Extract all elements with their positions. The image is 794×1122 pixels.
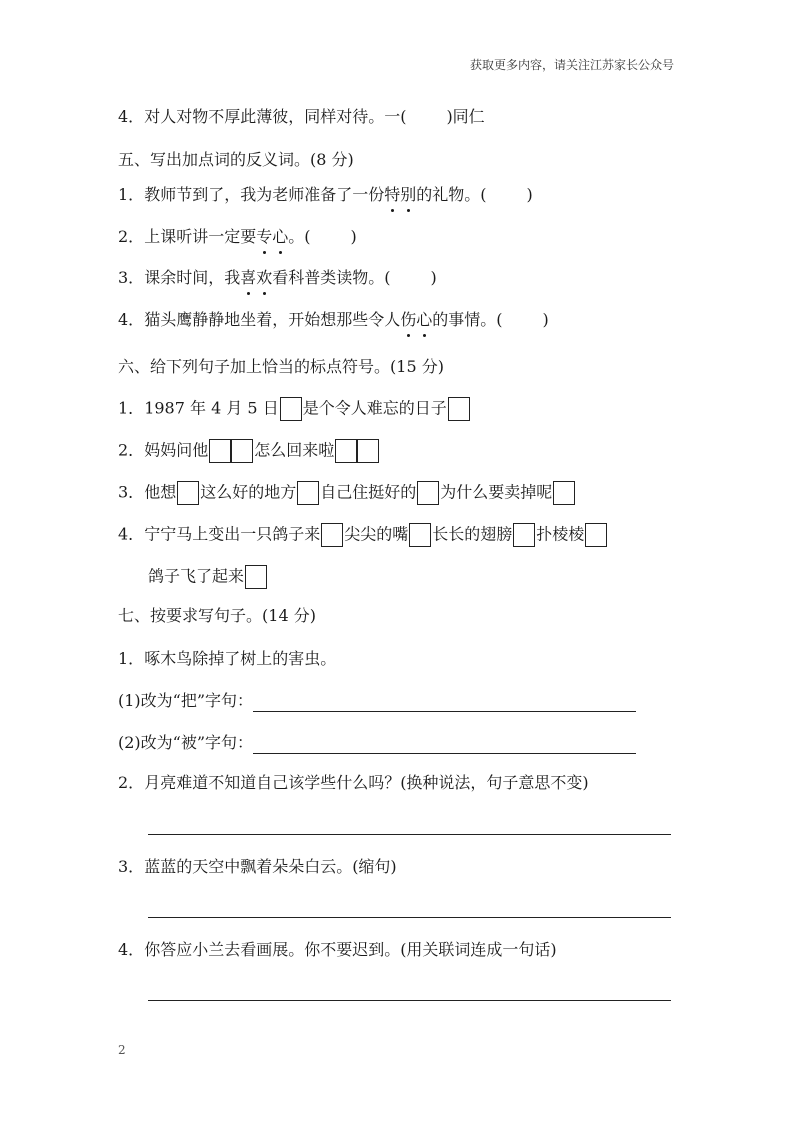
question-number: 1． bbox=[118, 649, 145, 668]
section-score: (15 分) bbox=[390, 357, 444, 376]
question-number: 3． bbox=[118, 268, 145, 287]
s7-question-1-sub-2 bbox=[118, 732, 636, 754]
punctuation-box[interactable] bbox=[177, 481, 199, 505]
sentence-part: 尖尖的嘴 bbox=[344, 524, 409, 544]
sentence-part: 是个令人难忘的日子 bbox=[302, 398, 447, 418]
sub-question-label: (2)改为“被”字句： bbox=[118, 733, 254, 752]
section-6-title bbox=[118, 356, 444, 378]
s7-question-1-sub-1 bbox=[118, 690, 636, 712]
punctuation-box[interactable] bbox=[297, 481, 319, 505]
s5-question-4 bbox=[118, 309, 549, 331]
sub-question-label: (1)改为“把”字句： bbox=[118, 691, 254, 710]
paren-close: ) bbox=[542, 310, 549, 329]
page-number: 2 bbox=[118, 1043, 126, 1057]
sentence-part: 扑棱棱 bbox=[536, 524, 585, 544]
s5-question-3 bbox=[118, 267, 437, 289]
s7-question-1 bbox=[118, 648, 336, 670]
section-title: 六、给下列句子加上恰当的标点符号。 bbox=[118, 357, 391, 376]
dotted-char: 心 bbox=[272, 227, 289, 246]
s6-question-1 bbox=[118, 397, 471, 421]
question-number: 3． bbox=[118, 857, 145, 876]
punctuation-box[interactable] bbox=[553, 481, 575, 505]
sentence-part: 怎么回来啦 bbox=[254, 440, 335, 460]
s7-question-4 bbox=[118, 939, 557, 961]
question-number: 2． bbox=[118, 227, 145, 246]
section-score: (14 分) bbox=[262, 606, 316, 625]
question-number: 4． bbox=[118, 940, 145, 959]
sentence-part: 他想 bbox=[144, 482, 177, 502]
paren-close: ) bbox=[350, 227, 357, 246]
section-5-title bbox=[118, 149, 354, 171]
dotted-char: 伤 bbox=[400, 310, 417, 329]
question-text: 蓝蓝的天空中飘着朵朵白云。(缩句) bbox=[144, 857, 397, 876]
dotted-char: 专 bbox=[256, 227, 273, 246]
answer-line[interactable] bbox=[148, 917, 671, 918]
question-text: 月亮难道不知道自己该学些什么吗？(换种说法，句子意思不变) bbox=[144, 773, 589, 792]
punctuation-box[interactable] bbox=[513, 523, 535, 547]
question-text: 对人对物不厚此薄彼，同样对待。一( bbox=[144, 107, 407, 126]
dotted-char: 特 bbox=[384, 185, 401, 204]
question-number: 1． bbox=[118, 185, 145, 204]
question-text: 猫头鹰静静地坐着，开始想那些令人 bbox=[144, 310, 401, 329]
sentence-part: 鸽子飞了起来 bbox=[148, 566, 245, 586]
question-text-end: )同仁 bbox=[446, 107, 485, 126]
section-score: (8 分) bbox=[310, 150, 354, 169]
question-text: 的礼物。( bbox=[416, 185, 487, 204]
s6-question-3 bbox=[118, 481, 576, 505]
question-number: 4． bbox=[118, 310, 145, 329]
answer-line[interactable] bbox=[148, 834, 671, 835]
punctuation-box[interactable] bbox=[585, 523, 607, 547]
question-number: 1． bbox=[118, 398, 145, 418]
s6-question-4-continued bbox=[148, 565, 268, 589]
s5-question-1 bbox=[118, 184, 533, 206]
punctuation-box[interactable] bbox=[209, 439, 231, 463]
question-text: 课余时间，我 bbox=[144, 268, 241, 287]
question-number: 2． bbox=[118, 773, 145, 792]
answer-line[interactable] bbox=[253, 735, 636, 754]
question-text: 上课听讲一定要 bbox=[144, 227, 257, 246]
question-text: 教师节到了，我为老师准备了一份 bbox=[144, 185, 385, 204]
question-text: 。( bbox=[288, 227, 311, 246]
sentence-part: 为什么要卖掉呢 bbox=[440, 482, 553, 502]
sentence-part: 长长的翅膀 bbox=[432, 524, 513, 544]
paren-close: ) bbox=[430, 268, 437, 287]
punctuation-box[interactable] bbox=[321, 523, 343, 547]
punctuation-box[interactable] bbox=[409, 523, 431, 547]
dotted-char: 别 bbox=[400, 185, 417, 204]
question-number: 2． bbox=[118, 440, 145, 460]
s7-question-3 bbox=[118, 856, 397, 878]
punctuation-box[interactable] bbox=[417, 481, 439, 505]
sentence-part: 妈妈问他 bbox=[144, 440, 209, 460]
punctuation-box[interactable] bbox=[357, 439, 379, 463]
s6-question-2 bbox=[118, 439, 380, 463]
sentence-part: 自己住挺好的 bbox=[320, 482, 417, 502]
question-number: 4． bbox=[118, 524, 145, 544]
paren-close: ) bbox=[526, 185, 533, 204]
question-text: 的事情。( bbox=[432, 310, 503, 329]
punctuation-box[interactable] bbox=[280, 397, 302, 421]
s7-question-2 bbox=[118, 772, 589, 794]
punctuation-box[interactable] bbox=[448, 397, 470, 421]
sentence-part: 这么好的地方 bbox=[200, 482, 297, 502]
answer-line[interactable] bbox=[253, 693, 636, 712]
s5-question-2 bbox=[118, 226, 357, 248]
answer-line[interactable] bbox=[148, 1000, 671, 1001]
question-4-idiom bbox=[118, 106, 485, 128]
question-number: 4． bbox=[118, 107, 145, 126]
dotted-char: 喜 bbox=[240, 268, 257, 287]
punctuation-box[interactable] bbox=[335, 439, 357, 463]
question-text: 看科普类读物。( bbox=[272, 268, 391, 287]
question-text: 啄木鸟除掉了树上的害虫。 bbox=[144, 649, 337, 668]
question-number: 3． bbox=[118, 482, 145, 502]
sentence-part: 1987 年 4 月 5 日 bbox=[144, 398, 279, 418]
punctuation-box[interactable] bbox=[231, 439, 253, 463]
s6-question-4 bbox=[118, 523, 608, 547]
dotted-char: 心 bbox=[416, 310, 433, 329]
section-title: 七、按要求写句子。 bbox=[118, 606, 263, 625]
section-7-title bbox=[118, 605, 316, 627]
section-title: 五、写出加点词的反义词。 bbox=[118, 150, 311, 169]
header-note: 获取更多内容，请关注江苏家长公众号 bbox=[470, 58, 675, 72]
punctuation-box[interactable] bbox=[245, 565, 267, 589]
dotted-char: 欢 bbox=[256, 268, 273, 287]
question-text: 你答应小兰去看画展。你不要迟到。(用关联词连成一句话) bbox=[144, 940, 557, 959]
sentence-part: 宁宁马上变出一只鸽子来 bbox=[144, 524, 321, 544]
